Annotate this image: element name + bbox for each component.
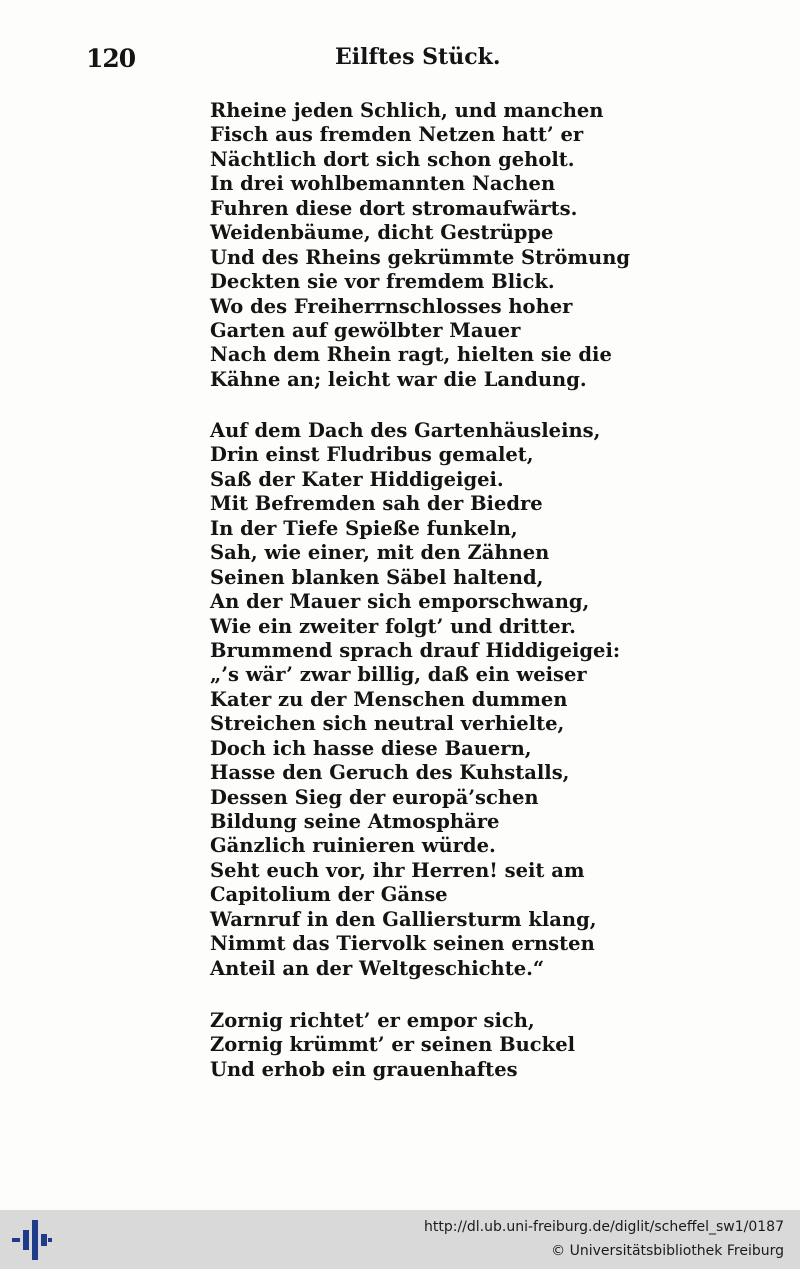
verse-line: Zornig krümmt’ er seinen Buckel <box>210 1033 576 1057</box>
verse-line: Doch ich hasse diese Bauern, <box>210 736 532 760</box>
verse-line: Rheine jeden Schlich, und manchen <box>210 99 604 122</box>
page-number: 120 <box>86 44 136 73</box>
running-head: Eilftes Stück. <box>335 44 501 70</box>
verse-line: Deckten sie vor fremdem Blick. <box>210 270 555 294</box>
verse-line: Drin einst Fludribus gemalet, <box>210 443 534 467</box>
verse-line: Saß der Kater Hiddigeigei. <box>210 467 504 491</box>
permalink-url[interactable]: http://dl.ub.uni-freiburg.de/diglit/scheffel_sw1/0187 <box>424 1219 784 1235</box>
verse-line: Seinen blanken Säbel haltend, <box>210 565 544 589</box>
verse-line: Capitolium der Gänse <box>210 883 448 907</box>
verse-line: Und erhob ein grauenhaftes <box>210 1057 518 1081</box>
stanza <box>210 99 630 392</box>
verse-line: Nach dem Rhein ragt, hielten sie die <box>210 343 612 367</box>
viewer-footer <box>0 1210 800 1269</box>
verse-line: Kähne an; leicht war die Landung. <box>210 367 587 391</box>
verse-line: Fisch aus fremden Netzen hatt’ er <box>210 123 584 147</box>
verse-line: Garten auf gewölbter Mauer <box>210 318 521 342</box>
verse-line: Wie ein zweiter folgt’ und dritter. <box>210 614 576 638</box>
verse-line: Zornig richtet’ er empor sich, <box>210 1009 535 1032</box>
verse-line: Kater zu der Menschen dummen <box>210 687 568 711</box>
verse-line: Anteil an der Weltgeschichte.“ <box>210 956 545 980</box>
verse-line: Warnruf in den Galliersturm klang, <box>210 907 597 931</box>
verse-line: In der Tiefe Spieße funkeln, <box>210 516 518 540</box>
verse-line: An der Mauer sich emporschwang, <box>210 590 590 614</box>
verse-line: Und des Rheins gekrümmte Strömung <box>210 245 631 269</box>
verse-line: Bildung seine Atmosphäre <box>210 810 500 833</box>
verse-line: Dessen Sieg der europä’schen <box>210 785 539 809</box>
verse-line: Fuhren diese dort stromaufwärts. <box>210 196 578 220</box>
stanza <box>210 1009 575 1082</box>
verse-line: Seht euch vor, ihr Herren! seit am <box>210 858 585 882</box>
verse-line: In drei wohlbemannten Nachen <box>210 172 556 196</box>
copyright-notice: © Universitätsbibliothek Freiburg <box>551 1243 784 1259</box>
verse-line: Weidenbäume, dicht Gestrüppe <box>210 221 554 245</box>
verse-line: Auf dem Dach des Gartenhäusleins, <box>210 419 601 442</box>
ub-freiburg-logo-icon[interactable] <box>12 1220 52 1260</box>
verse-line: Hasse den Geruch des Kuhstalls, <box>210 761 570 785</box>
verse-line: Brummend sprach drauf Hiddigeigei: <box>210 638 621 662</box>
page-header <box>0 44 800 80</box>
verse-line: Gänzlich ruinieren würde. <box>210 834 496 858</box>
verse-line: Nächtlich dort sich schon geholt. <box>210 147 575 171</box>
verse-line: Wo des Freiherrnschlosses hoher <box>210 294 573 318</box>
verse-line: Nimmt das Tiervolk seinen ernsten <box>210 932 595 956</box>
stanza <box>210 419 620 981</box>
verse-line: Mit Befremden sah der Biedre <box>210 492 543 516</box>
verse-line: Streichen sich neutral verhielte, <box>210 712 565 736</box>
verse-line: „’s wär’ zwar billig, daß ein weiser <box>210 663 587 687</box>
verse-line: Sah, wie einer, mit den Zähnen <box>210 541 550 565</box>
